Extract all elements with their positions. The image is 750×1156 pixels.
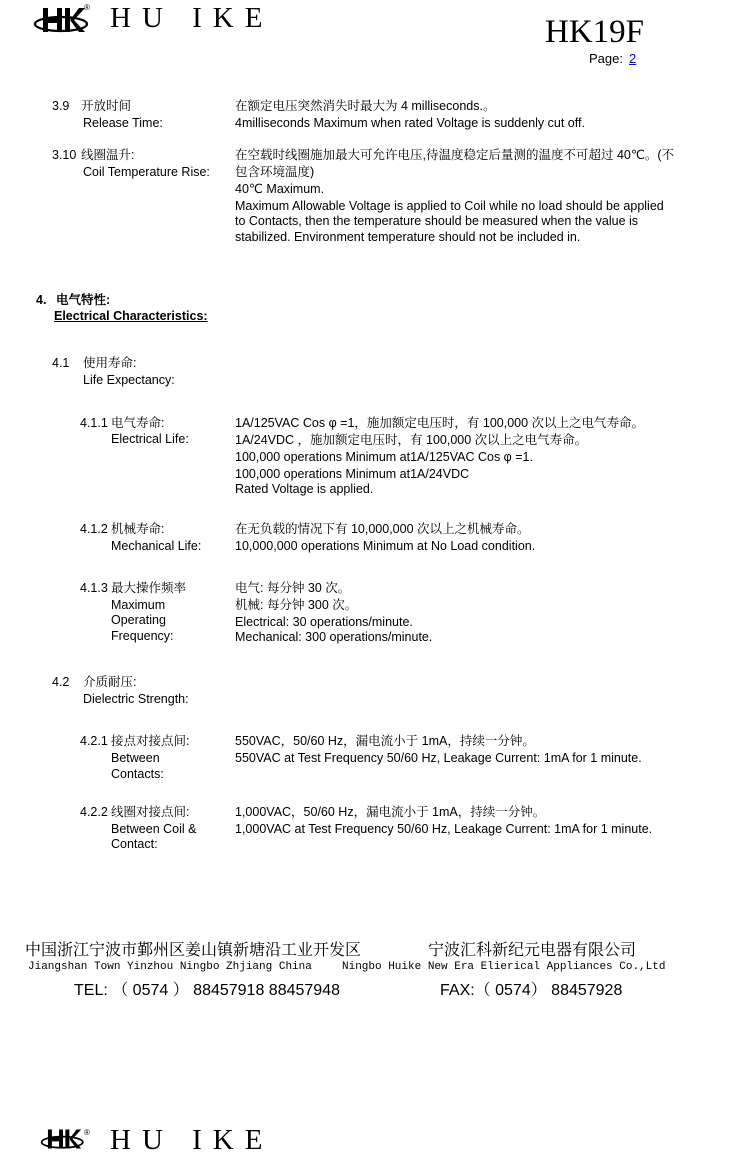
spec-line: 在无负载的情况下有 10,000,000 次以上之机械寿命。 bbox=[235, 522, 530, 536]
footer-company-en: Ningbo Huike New Era Elierical Appliances Co.,Ltd bbox=[342, 961, 666, 973]
spec-line: 4milliseconds Maximum when rated Voltage is suddenly cut off. bbox=[235, 116, 585, 130]
brand-name: HU IKE bbox=[110, 2, 274, 34]
spec-line: 40℃ Maximum. bbox=[235, 182, 325, 196]
section-number: 4.1 bbox=[52, 356, 70, 370]
section-number: 4. bbox=[36, 293, 47, 307]
footer-fax: FAX:（ 0574） 88457928 bbox=[440, 982, 623, 999]
section-title-en: Dielectric Strength: bbox=[83, 692, 189, 706]
section-title-cn: 最大操作频率 bbox=[111, 581, 187, 595]
page-number-link[interactable]: 2 bbox=[629, 51, 637, 66]
section-title-en: Maximum bbox=[111, 598, 166, 612]
section-number: 4.2.2 bbox=[80, 805, 108, 819]
section-title-en: Release Time: bbox=[83, 116, 163, 130]
footer-tel: TEL: （ 0574 ） 88457918 88457948 bbox=[74, 982, 340, 999]
section-title-en: Electrical Life: bbox=[111, 432, 189, 446]
spec-line: Rated Voltage is applied. bbox=[235, 482, 374, 496]
section-title-cn: 介质耐压: bbox=[83, 675, 137, 689]
spec-line: Maximum Allowable Voltage is applied to Coil while no load should be applied bbox=[235, 199, 664, 213]
section-title-cn: 接点对接点间: bbox=[111, 734, 190, 748]
spec-line: 电气: 每分钟 30 次。 bbox=[235, 581, 351, 595]
section-title-cn: 使用寿命: bbox=[83, 356, 137, 370]
spec-line: 1,000VAC at Test Frequency 50/60 Hz, Leakage Current: 1mA for 1 minute. bbox=[235, 822, 653, 836]
section-title-en: Electrical Characteristics: bbox=[54, 309, 208, 323]
section-title-en: Contacts: bbox=[111, 767, 164, 781]
section-title-en: Operating bbox=[111, 613, 166, 627]
spec-line: 在空载时线圈施加最大可允许电压,待温度稳定后量测的温度不可超过 40℃。(不 bbox=[235, 148, 675, 162]
registered-mark: ® bbox=[84, 3, 90, 12]
section-number: 3.9 bbox=[52, 99, 70, 113]
section-title-cn: 线圈对接点间: bbox=[111, 805, 190, 819]
spec-line: 550VAC at Test Frequency 50/60 Hz, Leakage Current: 1mA for 1 minute. bbox=[235, 751, 642, 765]
footer-address-en: Jiangshan Town Yinzhou Ningbo Zhjiang China bbox=[28, 961, 312, 973]
spec-line: 1A/24VDC ，施加额定电压时，有 100,000 次以上之电气寿命。 bbox=[235, 433, 588, 447]
huike-logo-icon bbox=[33, 4, 91, 36]
spec-line: 100,000 operations Minimum at1A/125VAC Cos φ =1. bbox=[235, 450, 533, 464]
section-title-en: Contact: bbox=[111, 837, 158, 851]
section-number: 3.10 bbox=[52, 148, 77, 162]
spec-line: 100,000 operations Minimum at1A/24VDC bbox=[235, 467, 470, 481]
huike-logo-icon bbox=[40, 1126, 86, 1152]
section-title-en: Life Expectancy: bbox=[83, 373, 175, 387]
footer-address-cn: 中国浙江宁波市鄞州区姜山镇新塘沿工业开发区 bbox=[25, 942, 362, 959]
section-number: 4.1.1 bbox=[80, 416, 108, 430]
spec-line: Mechanical: 300 operations/minute. bbox=[235, 630, 433, 644]
section-title-en: Between bbox=[111, 751, 160, 765]
section-title-en: Coil Temperature Rise: bbox=[83, 165, 210, 179]
section-number: 4.1.3 bbox=[80, 581, 108, 595]
page-label: Page: bbox=[589, 51, 623, 66]
section-number: 4.2 bbox=[52, 675, 70, 689]
section-title-cn: 电气寿命: bbox=[111, 416, 165, 430]
section-title-en: Mechanical Life: bbox=[111, 539, 202, 553]
section-number: 4.2.1 bbox=[80, 734, 108, 748]
spec-line: 机械: 每分钟 300 次。 bbox=[235, 598, 358, 612]
spec-line: to Contacts, then the temperature should be measured when the value is bbox=[235, 214, 639, 228]
spec-line: 550VAC，50/60 Hz，漏电流小于 1mA，持续一分钟。 bbox=[235, 734, 535, 748]
section-title-en: Frequency: bbox=[111, 629, 174, 643]
section-title-cn: 开放时间 bbox=[81, 99, 132, 113]
section-title-cn: 电气特性: bbox=[56, 293, 111, 307]
spec-line: 1A/125VAC Cos φ =1，施加额定电压时，有 100,000 次以上之电气寿命。 bbox=[235, 416, 645, 430]
spec-line: Electrical: 30 operations/minute. bbox=[235, 615, 413, 629]
section-title-cn: 机械寿命: bbox=[111, 522, 165, 536]
section-title-cn: 线圈温升: bbox=[81, 148, 135, 162]
spec-line: 包含环境温度) bbox=[235, 165, 315, 179]
brand-name: HU IKE bbox=[110, 1124, 274, 1156]
model-number: HK19F bbox=[545, 14, 645, 50]
registered-mark: ® bbox=[84, 1128, 90, 1137]
spec-line: 1,000VAC，50/60 Hz，漏电流小于 1mA，持续一分钟。 bbox=[235, 805, 546, 819]
section-number: 4.1.2 bbox=[80, 522, 108, 536]
spec-line: 10,000,000 operations Minimum at No Load condition. bbox=[235, 539, 536, 553]
spec-line: 在额定电压突然消失时最大为 4 milliseconds.。 bbox=[235, 99, 496, 113]
spec-line: stabilized. Environment temperature should not be included in. bbox=[235, 230, 581, 244]
footer-company-cn: 宁波汇科新纪元电器有限公司 bbox=[428, 942, 637, 959]
section-title-en: Between Coil & bbox=[111, 822, 197, 836]
